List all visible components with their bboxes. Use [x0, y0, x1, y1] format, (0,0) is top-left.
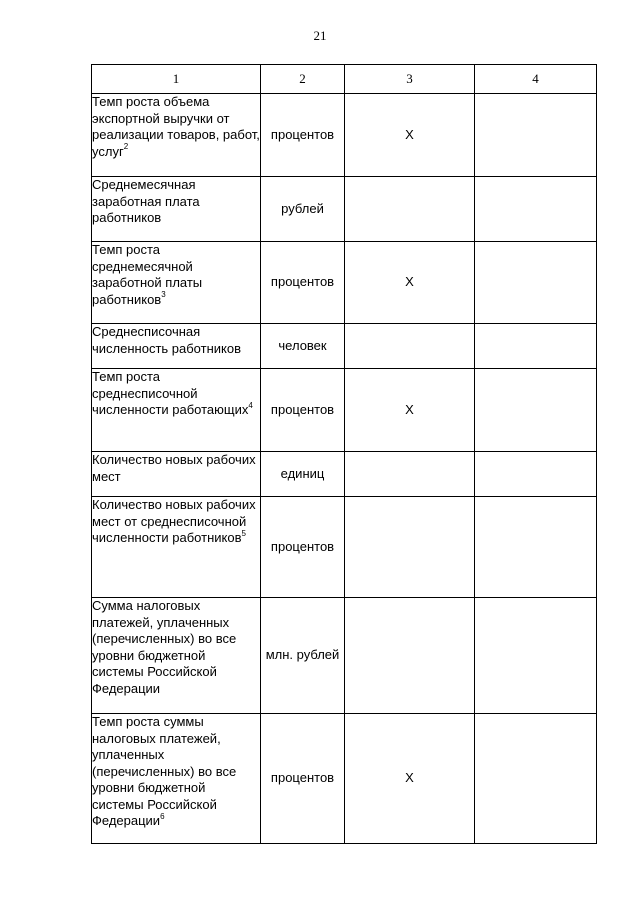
- table-row: [92, 497, 597, 598]
- value-cell-4: [475, 177, 597, 242]
- column-header-2: 2: [261, 65, 345, 94]
- indicator-cell: [92, 598, 261, 714]
- unit-cell: единиц: [261, 452, 345, 497]
- table-row: [92, 94, 597, 177]
- value-cell-3: [345, 598, 475, 714]
- unit-cell: человек: [261, 324, 345, 369]
- value-cell-4: [475, 714, 597, 844]
- page-number: 21: [313, 28, 327, 43]
- value-cell-3: X: [345, 242, 475, 324]
- value-cell-4: [475, 452, 597, 497]
- footnote-ref: 4: [248, 400, 253, 410]
- table-row: [92, 369, 597, 452]
- table-row: [92, 177, 597, 242]
- indicator-cell: [92, 324, 261, 369]
- table-row: [92, 242, 597, 324]
- unit-cell: процентов: [261, 94, 345, 177]
- table-row: [92, 452, 597, 497]
- indicator-text: Количество новых рабочих мест: [92, 452, 256, 484]
- table-row: [92, 598, 597, 714]
- indicator-cell: [92, 242, 261, 324]
- value-cell-3: X: [345, 369, 475, 452]
- table-row: [92, 714, 597, 844]
- indicator-text: Темп роста среднесписочной численности работающих: [92, 369, 249, 417]
- value-cell-4: [475, 369, 597, 452]
- value-cell-3: X: [345, 714, 475, 844]
- indicator-text: Среднемесячная заработная плата работников: [92, 177, 200, 225]
- unit-cell: процентов: [261, 369, 345, 452]
- indicator-cell: [92, 369, 261, 452]
- footnote-ref: 6: [160, 811, 165, 821]
- footnote-ref: 2: [123, 142, 129, 152]
- unit-cell: процентов: [261, 497, 345, 598]
- indicator-text: Темп роста суммы налоговых платежей, уплаченных (перечисленных) во все уровни бюджетной системы Российской Федерации: [92, 714, 237, 828]
- value-cell-4: [475, 497, 597, 598]
- value-cell-4: [475, 242, 597, 324]
- value-cell-3: [345, 497, 475, 598]
- value-cell-4: [475, 598, 597, 714]
- header-row: [92, 65, 597, 94]
- unit-cell: рублей: [261, 177, 345, 242]
- indicator-text: Темп роста среднемесячной заработной платы работников: [92, 242, 203, 307]
- value-cell-4: [475, 94, 597, 177]
- indicators-table: [91, 64, 597, 844]
- indicator-text: Темп роста объема экспортной выручки от реализации товаров, работ, услуг: [92, 94, 260, 159]
- value-cell-3: [345, 177, 475, 242]
- unit-cell: процентов: [261, 714, 345, 844]
- indicator-text: Сумма налоговых платежей, уплаченных (перечисленных) во все уровни бюджетной системы Российской Федерации: [92, 598, 237, 696]
- column-header-1: 1: [92, 65, 261, 94]
- unit-cell: млн. рублей: [261, 598, 345, 714]
- footnote-ref: 3: [161, 290, 166, 300]
- indicator-cell: [92, 497, 261, 598]
- value-cell-3: [345, 452, 475, 497]
- unit-cell: процентов: [261, 242, 345, 324]
- column-header-4: 4: [475, 65, 597, 94]
- indicator-cell: [92, 452, 261, 497]
- table-row: [92, 324, 597, 369]
- column-header-3: 3: [345, 65, 475, 94]
- value-cell-3: X: [345, 94, 475, 177]
- indicator-cell: [92, 94, 261, 177]
- indicator-text: Среднесписочная численность работников: [92, 324, 241, 356]
- value-cell-4: [475, 324, 597, 369]
- value-cell-3: [345, 324, 475, 369]
- footnote-ref: 5: [241, 528, 246, 538]
- indicator-text: Количество новых рабочих мест от среднесписочной численности работников: [92, 497, 256, 545]
- indicator-cell: [92, 714, 261, 844]
- indicator-cell: [92, 177, 261, 242]
